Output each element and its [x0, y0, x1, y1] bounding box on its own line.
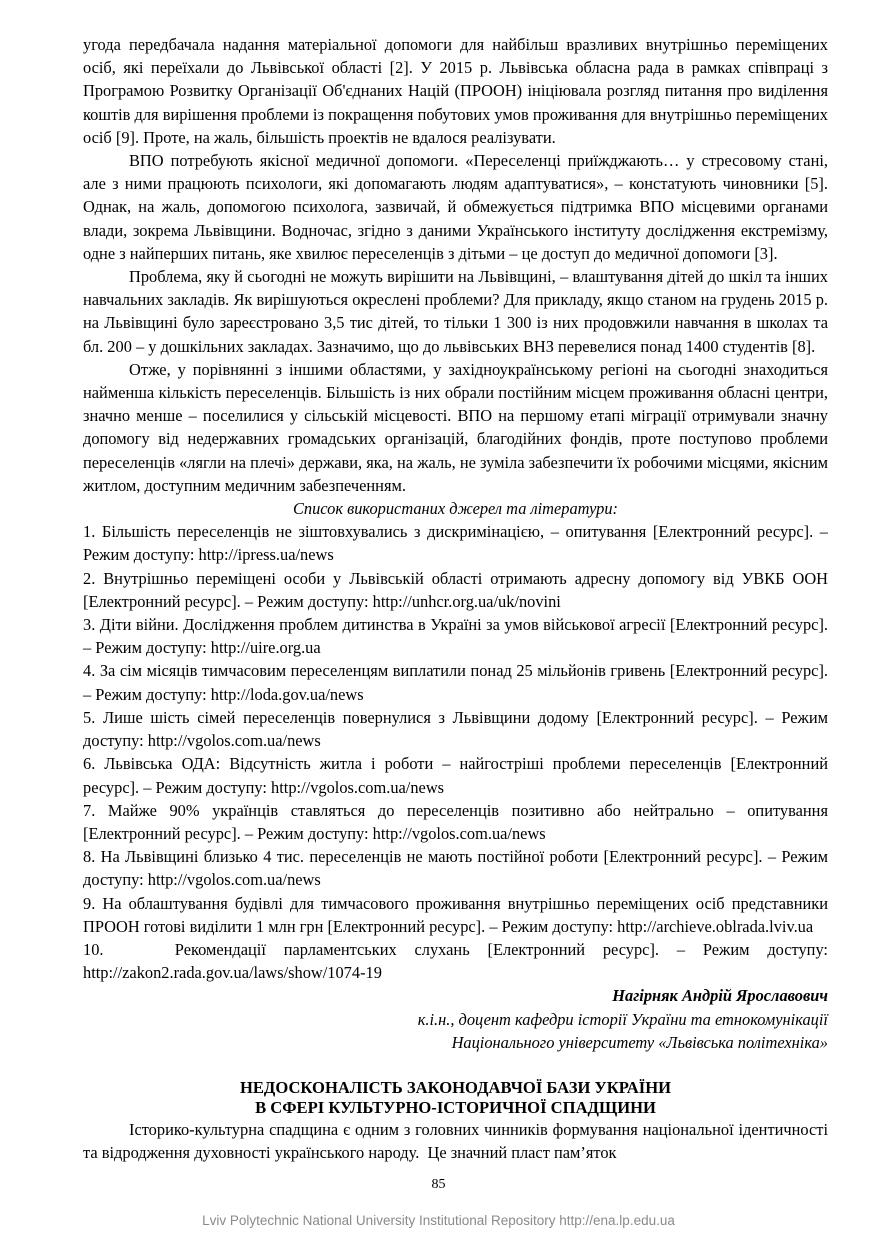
reference-item: 2. Внутрішньо переміщені особи у Львівській області отримають адресну допомогу від УВКБ ООН [Електронний ресурс]. – Режим доступу: http://unhcr.org.ua/uk/novini [83, 568, 828, 611]
reference-item: 7. Майже 90% українців ставляться до переселенців позитивно або нейтрально – опитування [Електронний ресурс]. – Режим доступу: http://vgolos.com.ua/news [83, 800, 828, 843]
author-block [83, 984, 828, 1054]
article-title-line: В СФЕРІ КУЛЬТУРНО-ІСТОРИЧНОЇ СПАДЩИНИ [255, 1097, 656, 1117]
page-number: 85 [431, 1177, 446, 1193]
reference-item: 9. На облаштування будівлі для тимчасового проживання внутрішньо переміщених осіб представники ПРООН готові виділити 1 млн грн [Електронний ресурс]. – Режим доступу: http://archieve.oblrada.lviv.ua [83, 893, 828, 936]
body-paragraph: Історико-культурна спадщина є одним з головних чинників формування національної ідентичності та відродження духовності українського народу. Це значний пласт пам’яток [83, 1119, 833, 1163]
article-title [83, 1078, 828, 1118]
reference-item: 3. Діти війни. Дослідження проблем дитинства в Україні за умов військової агресії [Електронний ресурс]. – Режим доступу: http://uire.org.ua [83, 615, 828, 658]
reference-item: 10. Рекомендації парламентських слухань [Електронний ресурс]. – Режим доступу: http://zakon2.rada.gov.ua/laws/show/1074-19 [83, 939, 833, 983]
references-heading: Список використаних джерел та літератури: [292, 499, 619, 519]
page-content [83, 0, 833, 1164]
author-affiliation: Національного університету «Львівська політехніка» [451, 1032, 828, 1052]
body-paragraph: Отже, у порівнянні з іншими областями, у західноукраїнському регіоні на сьогодні знаходиться найменша кількість переселенців. Більшість із них обрали постійним місцем проживання обласні центри, значно менше – поселилися у сільській місцевості. ВПО на першому етапі міграції отримували значну допомогу від недержавних громадських організацій, благодійних фондів, проте поступово проблеми переселенців «лягли на плечі» держави, яка, на жаль, не зуміла забезпечити їх робочими місцями, якісним житлом, доступним медичним забезпеченням. [83, 359, 828, 495]
body-paragraph: ВПО потребують якісної медичної допомоги. «Переселенці приїжджають… у стресовому стані, але з ними працюють психологи, які допомагають людям адаптуватися», – констатують чиновники [5]. Однак, на жаль, допомогою психолога, зазвичай, й обмежується підтримка ВПО місцевими органами влади, зокрема Львівщини. Водночас, згідно з даними Українського інституту дослідження екстремізму, одне з найперших питань, яке хвилює переселенців з дітьми – це доступ до медичної допомоги [3]. [83, 151, 828, 263]
author-position: к.і.н., доцент кафедри історії України та етнокомунікації [417, 1009, 828, 1029]
body-paragraph: угода передбачала надання матеріальної допомоги для найбільш вразливих внутрішньо переміщених осіб, які переїхали до Львівської області [2]. У 2015 р. Львівська обласна рада в рамках співпраці з Програмою Розвитку Організації Об'єднаних Націй (ПРООН) ініціювала розгляд питання про виділення коштів для вирішення проблеми із покращення побутових умов проживання для внутрішньо переміщених осіб [9]. Проте, на жаль, більшість проектів не вдалося реалізувати. [83, 35, 828, 147]
repository-footer: Lviv Polytechnic National University Institutional Repository http://ena.lp.edu.ua [202, 1213, 675, 1229]
reference-item: 8. На Львівщині близько 4 тис. переселенців не мають постійної роботи [Електронний ресурс]. – Режим доступу: http://vgolos.com.ua/news [83, 847, 828, 890]
reference-item: 6. Львівська ОДА: Відсутність житла і роботи – найгостріші проблеми переселенців [Електронний ресурс]. – Режим доступу: http://vgolos.com.ua/news [83, 754, 828, 797]
reference-item: 4. За сім місяців тимчасовим переселенцям виплатили понад 25 мільйонів гривень [Електронний ресурс]. – Режим доступу: http://loda.gov.ua/news [83, 661, 828, 704]
reference-item: 1. Більшість переселенців не зіштовхувались з дискримінацією, – опитування [Електронний ресурс]. – Режим доступу: http://ipress.ua/news [83, 522, 828, 565]
author-name: Нагірняк Андрій Ярославович [612, 986, 828, 1006]
body-paragraph: Проблема, яку й сьогодні не можуть вирішити на Львівщині, – влаштування дітей до шкіл та інших навчальних закладів. Як вирішуються окреслені проблеми? Для прикладу, якщо станом на грудень 2015 р. на Львівщині було зареєстровано 3,5 тис дітей, то тільки 1 300 із них продовжили навчання в школах та бл. 200 – у дошкільних закладах. Зазначимо, що до львівських ВНЗ перевелися понад 1400 студентів [8]. [83, 267, 828, 356]
article-title-line: НЕДОСКОНАЛІСТЬ ЗАКОНОДАВЧОЇ БАЗИ УКРАЇНИ [239, 1077, 672, 1097]
reference-item: 5. Лише шість сімей переселенців повернулися з Львівщини додому [Електронний ресурс]. – Режим доступу: http://vgolos.com.ua/news [83, 707, 828, 751]
